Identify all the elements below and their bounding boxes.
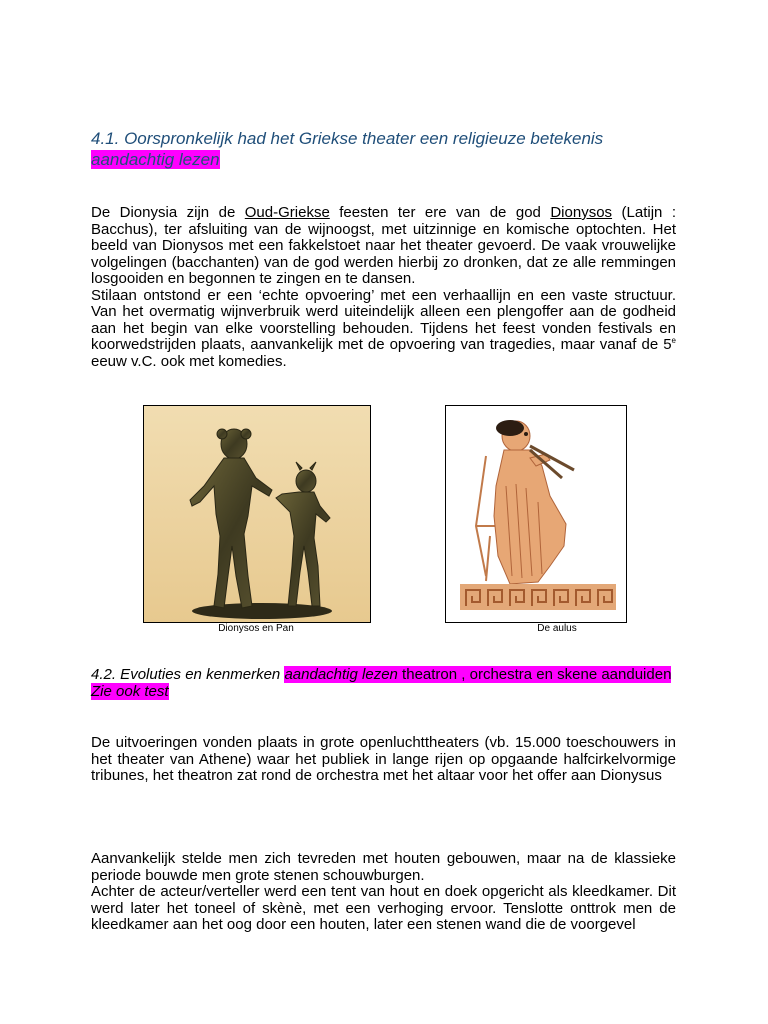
para1-text-2: feesten ter ere van de god [329, 204, 551, 221]
para1-text-4: Stilaan ontstond er een ‘echte opvoering’ met een verhaallijn en een vaste structuur. Van het overmatig wijnverbruik werd uiteindelijk alleen een plengoffer aan de godheid aan het begin van elke voorstelling behouden. Tijdens het feest vonden festivals en koorwedstrijden plaats, aanvankelijk met de opvoering van tragedies, maar vanaf de 5 [91, 286, 676, 353]
section-heading-4-1 [91, 128, 681, 170]
link-oud-griekse[interactable]: Oud-Griekse [244, 204, 330, 221]
para3-text-2: Achter de acteur/verteller werd een tent van hout en doek opgericht als kleedkamer. Dit werd later het toneel of skènè, met een verhoging ervoor. Tenslotte onttrok men de kleedkamer aan het oog door een houten, later een stenen wand die de voorgevel [91, 883, 676, 933]
vase-painting-image [446, 406, 626, 622]
para1-text-1: De Dionysia zijn de [91, 204, 245, 221]
para1-text-5: eeuw v.C. ook met komedies. [91, 352, 287, 370]
section-heading-4-2 [91, 666, 676, 700]
para3-text-1: Aanvankelijk stelde men zich tevreden met houten gebouwen, maar na de klassieke periode bouwde men grote stenen schouwburgen. [91, 850, 676, 884]
caption-dionysos-en-pan: Dionysos en Pan [218, 623, 294, 634]
paragraph-gebouwen [91, 851, 676, 934]
heading-highlight: aandachtig lezen [91, 150, 220, 169]
section2-highlight-2: theatron , orchestra en skene aanduiden [397, 666, 672, 683]
paragraph-dionysia [91, 205, 676, 370]
superscript-e: e [671, 336, 676, 345]
caption-de-aulus: De aulus [537, 623, 577, 634]
bronze-statues-image [144, 406, 370, 622]
paragraph-openluchttheaters: De uitvoeringen vonden plaats in grote openluchttheaters (vb. 15.000 toeschouwers in het theater van Athene) waar het publiek in lange rijen op opgaande halfcirkelvormige tribunes, het theatron zat rond de orchestra met het altaar voor het offer aan Dionysus [91, 734, 676, 784]
link-dionysos[interactable]: Dionysos [550, 204, 613, 221]
figure-de-aulus [445, 405, 627, 623]
heading-text: 4.1. Oorspronkelijk had het Griekse theater een religieuze betekenis [91, 129, 604, 148]
section2-label: 4.2. Evoluties en kenmerken [91, 666, 285, 683]
para1-text-3: (Latijn : Bacchus), ter afsluiting van de wijnoogst, met uitzinnige en komische optochten. Het beeld van Dionysos met een fakkelstoet naar het theater gevoerd. De vaak vrouwelijke volgelingen (bacchanten) van de god werden hierbij zo dronken, dat ze alle remmingen losgooiden en begonnen te zingen en te dansen. [91, 204, 677, 287]
section2-highlight-1: aandachtig lezen [284, 666, 398, 683]
section2-highlight-3: Zie ook test [91, 683, 169, 700]
figure-dionysos-en-pan [143, 405, 371, 623]
